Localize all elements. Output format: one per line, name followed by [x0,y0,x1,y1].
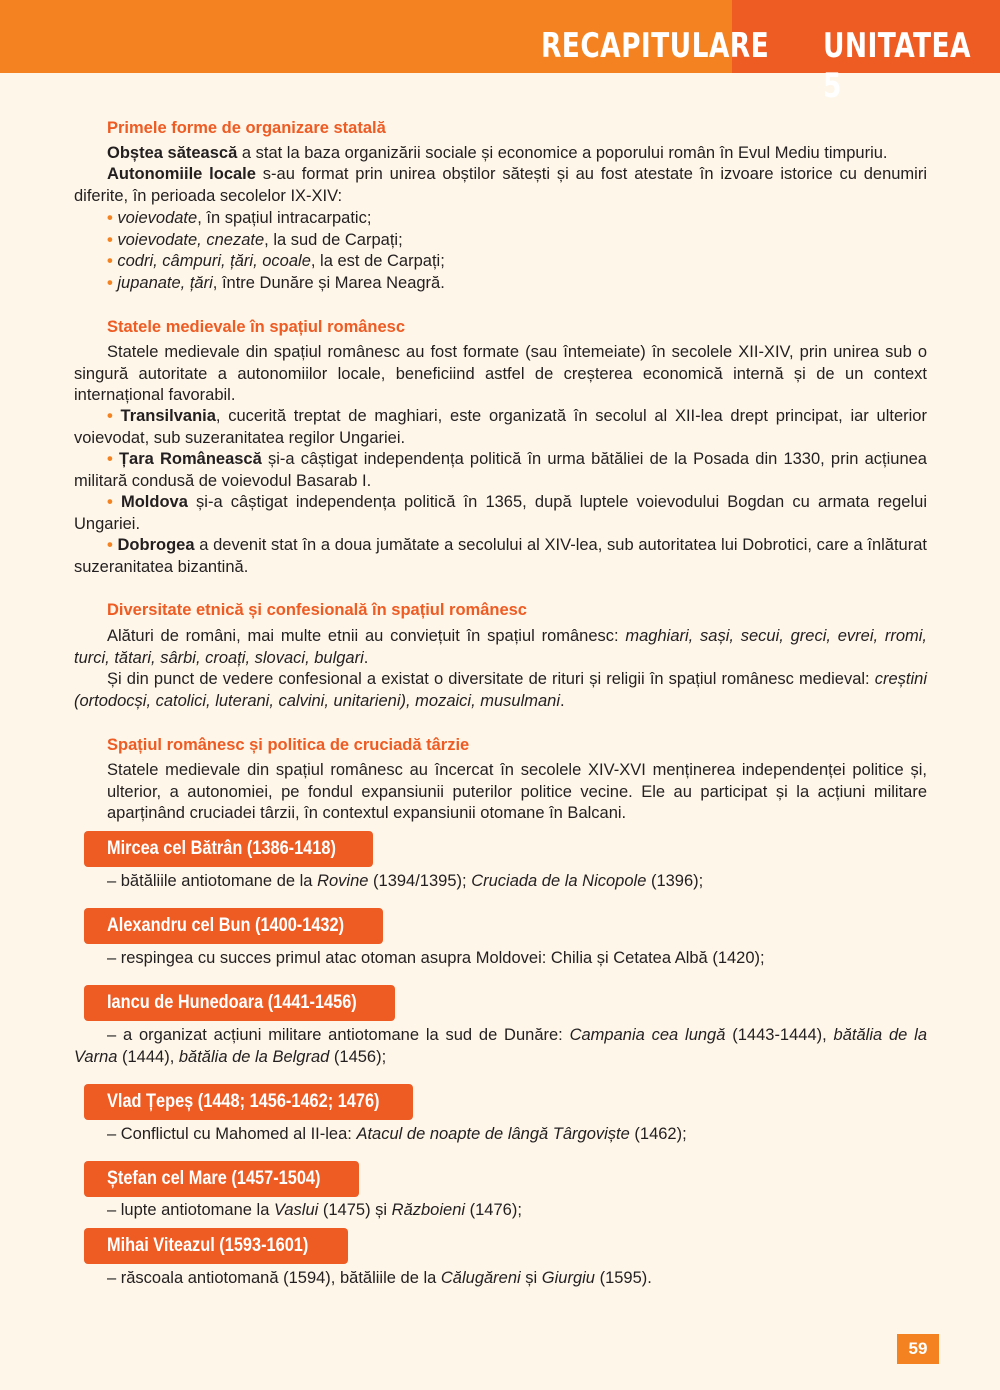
text-moldova: și-a câștigat independența politică în 1365, după luptele voievodului Bogdan cu armata regelui Ungariei. [74,493,927,533]
ruler-name: Vlad Țepeș (1448; 1456-1462; 1476) [107,1091,380,1112]
list-item [107,251,445,273]
text-ethnic-end: . [363,648,369,667]
desc-italic: Cruciada de la Nicopole [471,872,647,890]
ruler-desc-vlad [74,1124,927,1146]
desc-text: – răscoala antiotomană (1594), bătăliile de la [107,1269,441,1287]
section-title-diversity: Diversitate etnică și confesională în spațiul românesc [107,601,527,619]
bullet-icon: • [107,493,113,511]
text-tara-romaneasca: și-a câștigat independența politică în urma bătăliei de la Posada din 1330, prin acțiunea militară condusă de voievodul Basarab I. [74,450,927,490]
desc-text: (1475) și [318,1201,392,1219]
term-autonomii: Autonomiile locale [107,165,256,183]
bullet-icon: • [107,252,113,270]
list-item [107,273,445,295]
paragraph-medieval-intro: Statele medievale din spațiul românesc au fost formate (sau întemeiate) în secolele XII-XIV, prin unirea sub o singură autoritate a autonomiilor locale, beneficiind astfel de creșterea economică internă și de un context internațional favorabil. [74,343,927,405]
ruler-badge-iancu [84,985,395,1021]
term-moldova: Moldova [120,493,188,511]
paragraph-tara-romaneasca [74,449,927,492]
desc-italic: Vaslui [273,1201,319,1219]
list-item [107,208,371,230]
desc-italic: bătălia de la Belgrad [178,1047,330,1066]
text-confessional: Și din punct de vedere confesional a existat o diversitate de rituri și religii în spațiul românesc medieval: [107,670,875,688]
desc-text: (1396); [646,872,704,890]
desc-text: – lupte antiotomane la [107,1201,274,1219]
ruler-name: Iancu de Hunedoara (1441-1456) [107,992,357,1013]
bullet-icon: • [107,274,113,292]
desc-text: (1456); [329,1047,387,1066]
desc-italic: Atacul de noapte de lângă Târgoviște [356,1125,630,1143]
paragraph-dobrogea [74,535,927,578]
desc-text: (1394/1395); [368,872,472,890]
ruler-name: Ștefan cel Mare (1457-1504) [107,1168,321,1189]
paragraph-autonomii [74,164,927,207]
list-item-term: voievodate [117,209,198,227]
list-item-term: jupanate, țări [117,274,213,292]
bullet-icon: • [107,231,113,249]
list-item-text: , la est de Carpați; [310,252,445,270]
bullet-icon: • [107,536,113,554]
list-item-text: , între Dunăre și Marea Neagră. [212,274,445,292]
ruler-name: Mircea cel Bătrân (1386-1418) [107,838,336,859]
text-ethnic: Alături de români, mai multe etnii au conviețuit în spațiul românesc: [107,627,626,645]
list-item-term: codri, câmpuri, țări, ocoale [117,252,311,270]
section-title-crusade: Spațiul românesc și politica de cruciadă târzie [107,736,470,754]
section-title-state-organization: Primele forme de organizare statală [107,119,386,137]
bullet-icon: • [107,450,113,468]
ruler-badge-vlad [84,1084,413,1120]
paragraph-ethnic [74,626,927,669]
desc-text: (1476); [465,1201,522,1219]
ruler-badge-mihai [84,1228,348,1264]
paragraph-crusade-intro: Statele medievale din spațiul românesc au încercat în secolele XIV-XVI menținerea independenței politice și, ulterior, a autonomiei, pe fondul expansiunii puterilor politice vecine. Ele au participat și la acțiuni militare aparținând cruciadei târzii, în contextul expansiunii otomane în Balcani. [107,761,927,823]
paragraph-moldova [74,492,927,535]
ruler-badge-mircea [84,831,373,867]
ruler-desc-stefan [74,1200,927,1222]
term-tara-romaneasca: Țara Românească [118,450,262,468]
desc-text: (1443-1444), [725,1026,834,1044]
ruler-badge-alexandru [84,908,383,944]
ruler-name: Alexandru cel Bun (1400-1432) [107,915,345,936]
header-unit-title: UNITATEA 5 [823,26,971,106]
paragraph-obstea [74,143,927,165]
text-confessional-end: . [560,691,565,710]
term-transilvania: Transilvania [120,407,216,425]
bullet-icon: • [107,209,113,227]
desc-text: – bătăliile antiotomane de la [107,872,318,890]
paragraph-transilvania [74,406,927,449]
desc-text: și [520,1269,542,1287]
term-obstea: Obștea sătească [107,144,238,162]
page-number: 59 [897,1334,939,1364]
text-transilvania: , cucerită treptat de maghiari, este organizată în secolul al XII-lea drept principat, iar ulterior voievodat, sub suzeranitatea regilor Ungariei. [74,407,927,447]
header-recap-title: RECAPITULARE [541,26,770,66]
text-obstea: a stat la baza organizării sociale și economice a poporului român în Evul Mediu timpuriu. [237,144,888,162]
desc-text: – a organizat acțiuni militare antiotomane la sud de Dunăre: [107,1026,570,1044]
list-confessional: creștini (ortodocși, catolici, luterani, calvini, unitarieni), mozaici, musulmani [74,670,927,710]
list-item-text: , în spațiul intracarpatic; [197,209,372,227]
paragraph-confessional [74,669,927,712]
list-item-term: voievodate, cnezate [117,231,265,249]
ruler-badge-stefan [84,1161,359,1197]
ruler-desc-mircea [74,871,927,893]
desc-italic: Rovine [317,872,369,890]
desc-italic: Călugăreni [440,1269,521,1287]
desc-italic: Campania cea lungă [569,1026,726,1044]
ruler-desc-alexandru [74,948,927,970]
ruler-desc-iancu [74,1025,927,1068]
ruler-desc-mihai [74,1268,927,1290]
desc-italic: Giurgiu [541,1269,595,1287]
list-ethnic: maghiari, sași, secui, greci, evrei, rromi, turci, tătari, sârbi, croați, slovaci, bulgari [74,627,927,667]
text-dobrogea: a devenit stat în a doua jumătate a secolului al XIV-lea, sub autoritatea lui Dobrotici, care a înlăturat suzeranitatea bizantină. [74,536,927,576]
term-dobrogea: Dobrogea [117,536,195,554]
page-header [0,0,1000,106]
desc-italic: bătălia de la Varna [74,1026,927,1066]
desc-text: (1444), [117,1047,179,1066]
bullet-icon: • [107,407,113,425]
desc-text: – respingea cu succes primul atac otoman asupra Moldovei: Chilia și Cetatea Albă (1420); [107,949,765,967]
list-item-text: , la sud de Carpați; [264,231,403,249]
desc-text: – Conflictul cu Mahomed al II-lea: [107,1125,357,1143]
desc-italic: Războieni [391,1201,466,1219]
section-title-medieval-states: Statele medievale în spațiul românesc [107,318,406,336]
desc-text: (1595). [595,1269,652,1287]
text-autonomii: s-au format prin unirea obștilor sătești și au fost atestate în izvoare istorice cu denumiri diferite, în perioada secolelor IX-XIV: [74,165,927,205]
ruler-name: Mihai Viteazul (1593-1601) [107,1235,309,1256]
desc-text: (1462); [629,1125,687,1143]
list-item [107,230,403,252]
